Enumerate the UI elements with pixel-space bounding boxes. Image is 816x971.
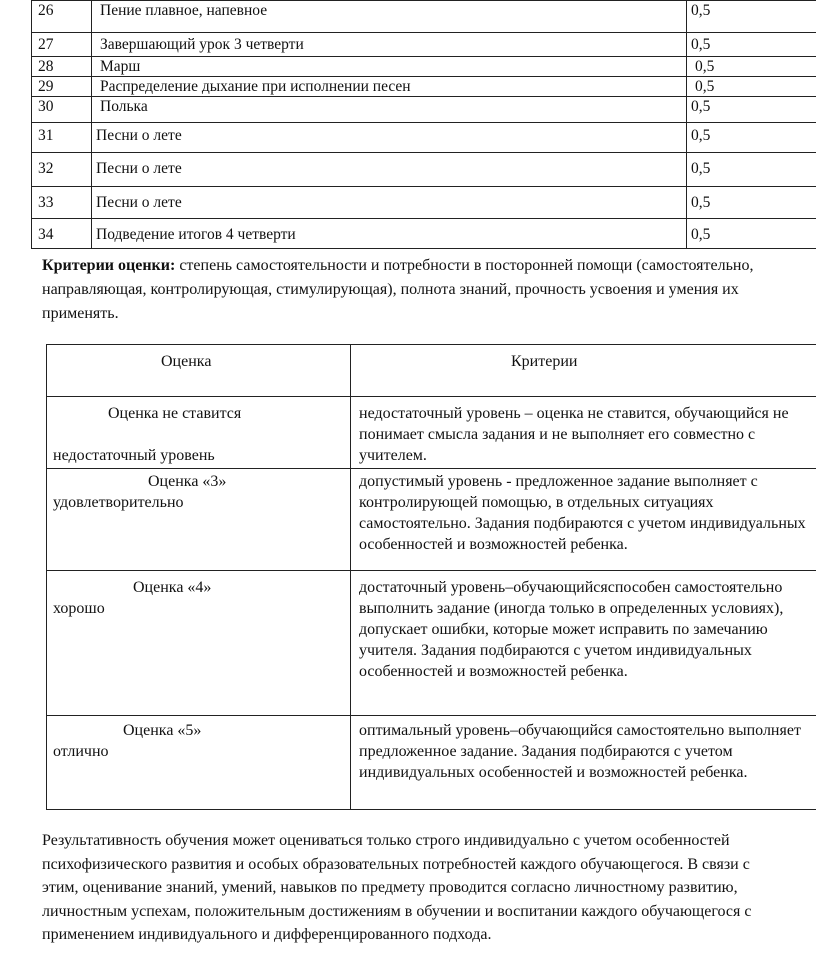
lesson-hours: 0,5 [687,219,816,249]
table-row [32,97,816,123]
lesson-title: Полька [92,97,687,123]
criteria-text: степень самостоятельности и потребности в посторонней помощи (самостоятельно, направляющая, контролирующая, стимулирующая), полнота знаний, прочность усвоения и умения их применять. [42,257,754,322]
result-paragraph [42,829,782,947]
lesson-hours: 0,5 [687,1,816,33]
table-row [47,397,816,469]
lesson-hours: 0,5 [687,57,816,77]
grade-level: отлично [53,743,109,760]
criteria-label: Критерии оценки: [42,257,176,274]
lesson-title: Пение плавное, напевное [92,1,687,33]
lesson-number: 34 [32,219,92,249]
lesson-hours: 0,5 [687,97,816,123]
lesson-number: 26 [32,1,92,33]
lesson-title: Распределение дыхание при исполнении песен [92,77,687,97]
lesson-title: Песни о лете [92,153,687,187]
lesson-number: 29 [32,77,92,97]
grade-level: хорошо [53,600,105,617]
table-row [47,571,816,716]
table-row [32,219,816,249]
table-row [47,716,816,810]
grade-name: Оценка «5» [123,722,202,739]
lesson-number: 31 [32,123,92,153]
table-row [32,1,816,33]
lesson-title: Марш [92,57,687,77]
lesson-number: 27 [32,33,92,57]
grade-cell [47,469,351,571]
grade-name: Оценка «3» [148,473,227,490]
header-grade: Оценка [47,345,351,397]
lesson-number: 33 [32,187,92,219]
grade-level: недостаточный уровень [53,447,215,464]
result-text: Результативность обучения может оцениваться только строго индивидуально с учетом особенностей психофизического развития и особых образовательных потребностей каждого обучающегося. В связи с этим, оценивание знаний, умений, навыков по предмету проводится согласно личностному развитию, личностным успехам, положительным достижениям в обучении и воспитании каждого обучающегося с применением индивидуального и дифференцированного подхода. [42,832,752,943]
table-header-row [47,345,816,397]
criteria-cell: оптимальный уровень–обучающийся самостоятельно выполняет предложенное задание. Задания подбираются с учетом индивидуальных особенностей и возможностей ребенка. [351,716,816,810]
lesson-title: Завершающий урок 3 четверти [92,33,687,57]
table-row [32,153,816,187]
lesson-hours: 0,5 [687,77,816,97]
table-row [47,469,816,571]
lesson-number: 30 [32,97,92,123]
lesson-title: Песни о лете [92,187,687,219]
grade-name: Оценка не ставится [108,405,242,422]
table-row [32,33,816,57]
lesson-number: 28 [32,57,92,77]
table-row [32,57,816,77]
lesson-hours: 0,5 [687,153,816,187]
criteria-paragraph [42,254,812,326]
table-row [32,77,816,97]
lesson-title: Песни о лете [92,123,687,153]
grade-level: удовлетворительно [53,494,184,511]
header-criteria: Критерии [351,345,816,397]
lesson-hours: 0,5 [687,33,816,57]
grades-table [46,344,816,810]
grade-cell [47,716,351,810]
grade-cell [47,397,351,469]
lesson-hours: 0,5 [687,187,816,219]
grade-spacer [53,424,344,445]
table-row [32,123,816,153]
grade-cell [47,571,351,716]
grade-name: Оценка «4» [133,579,212,596]
lessons-table [31,0,816,249]
lesson-number: 32 [32,153,92,187]
table-row [32,187,816,219]
lesson-title: Подведение итогов 4 четверти [92,219,687,249]
criteria-cell: допустимый уровень - предложенное задание выполняет с контролирующей помощью, в отдельных ситуациях самостоятельно. Задания подбираются с учетом индивидуальных особенностей и возможностей ребенка. [351,469,816,571]
lesson-hours: 0,5 [687,123,816,153]
criteria-cell: недостаточный уровень – оценка не ставится, обучающийся не понимает смысла задания и не выполняет его совместно с учителем. [351,397,816,469]
criteria-cell: достаточный уровень–обучающийсяспособен самостоятельно выполнить задание (иногда только в определенных условиях), допускает ошибки, которые может исправить по замечанию учителя. Задания подбираются с учетом индивидуальных особенностей и возможностей ребенка. [351,571,816,716]
